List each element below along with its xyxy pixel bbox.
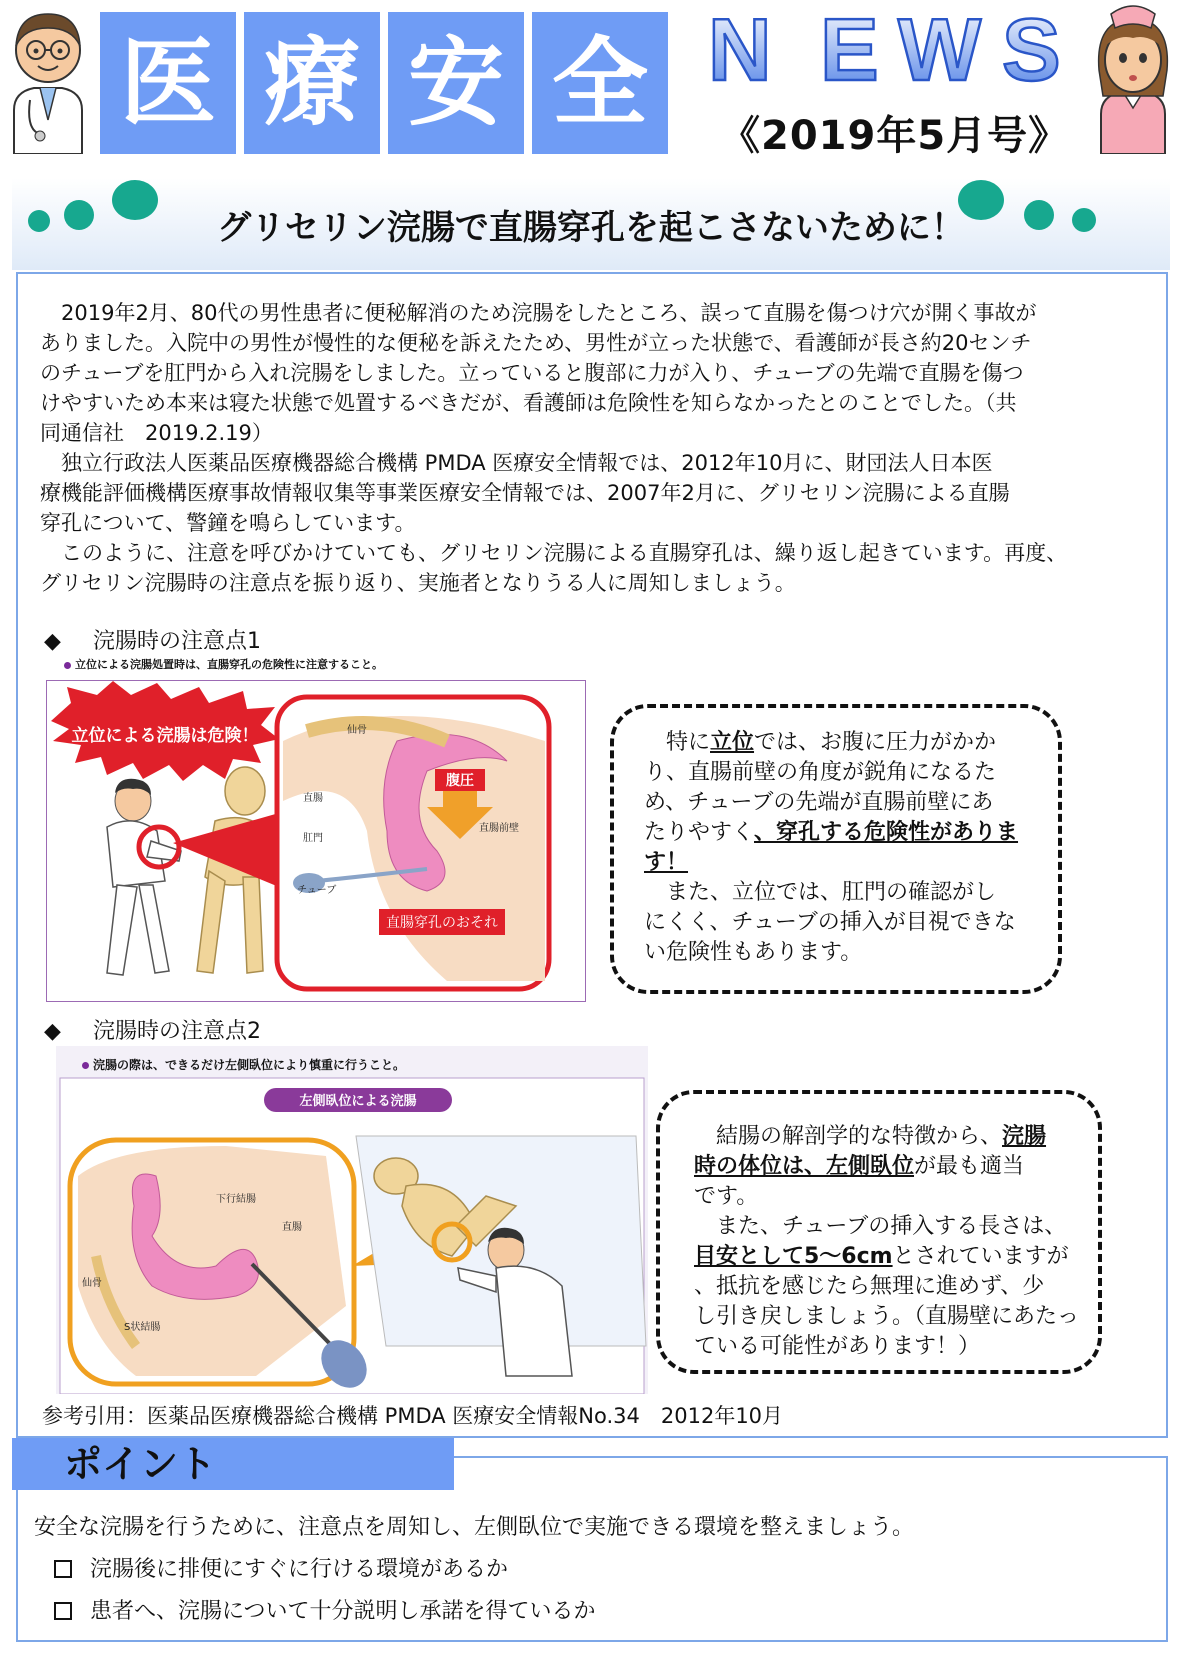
burst-label: 立位による浣腸は危険！ (71, 726, 259, 746)
checkbox-icon (54, 1560, 72, 1578)
intro-paragraph-1 (40, 298, 1140, 448)
section1-note-text: 立位による浣腸処置時は、直腸穿孔の危険性に注意すること。 (75, 658, 383, 671)
point-label: ポイント (12, 1438, 454, 1490)
callout-line (644, 818, 1040, 848)
callout-line (694, 1242, 1080, 1272)
reference-citation: 参考引用：医薬品医療機器総合機構 PMDA 医療安全情報No.34 2012年10月 (42, 1404, 784, 1428)
pressure-label: 腹圧 (446, 773, 474, 789)
callout-line: い危険性もあります。 (644, 940, 863, 965)
intro-line: ありました。入院中の男性が慢性的な便秘を訴えたため、男性が立った状態で、看護師が長さ約20センチ (40, 331, 1032, 355)
label-front-wall: 直腸前壁 (479, 823, 519, 834)
intro-line: 同通信社 2019.2.19） (40, 421, 273, 445)
checklist-text: 患者へ、浣腸について十分説明し承諾を得ているか (90, 1599, 596, 1624)
point-summary: 安全な浣腸を行うために、注意点を周知し、左側臥位で実施できる環境を整えましょう。 (34, 1515, 915, 1540)
intro-line: けやすいため本来は寝た状態で処置するべきだが、看護師は危険性を知らなかったとのことでした。（共 (40, 391, 1017, 415)
label-descending: 下行結腸 (216, 1194, 256, 1205)
callout-standing (610, 704, 1062, 994)
standing-enema-illustration (47, 681, 586, 1002)
news-wordmark (702, 0, 1082, 92)
diamond-icon: ◆ (44, 629, 61, 654)
callout-left-lateral (656, 1090, 1102, 1374)
intro-line: 独立行政法人医薬品医療機器総合機構 PMDA 医療安全情報では、2012年10月に、財団法人日本医 (40, 451, 993, 475)
header-kanji-1: 医 (100, 12, 236, 154)
issue-date: 《2019年5月号》 (720, 113, 1070, 159)
label-sacrum: 仙骨 (347, 725, 367, 736)
header-kanji-4: 全 (532, 12, 668, 154)
checklist-item (54, 1594, 596, 1625)
callout-line: また、立位では、肛門の確認がし (644, 880, 997, 905)
callout-text: たりやすく (644, 820, 755, 845)
intro-line: 2019年2月、80代の男性患者に便秘解消のため浣腸をしたところ、誤って直腸を傷つけ穴が開く事故が (40, 301, 1037, 325)
intro-line: 療機能評価機構医療事故情報収集等事業医療安全情報では、2007年2月に、グリセリン浣腸による直腸 (40, 481, 1010, 505)
callout-emphasis: 、穿孔する危険性がありま (754, 820, 1019, 845)
nurse-figure (107, 779, 181, 975)
callout-line: にくく、チューブの挿入が目視できな (644, 910, 1016, 935)
intro-line: グリセリン浣腸時の注意点を振り返り、実施者となりうる人に周知しましょう。 (40, 571, 796, 595)
callout-line: です。 (694, 1184, 759, 1209)
callout-line (694, 1152, 1080, 1182)
callout-emphasis: 時の体位は、左側臥位 (694, 1154, 915, 1179)
news-letter-n: N (708, 0, 772, 92)
label-tube: チューブ (297, 885, 337, 896)
callout-line: め、チューブの先端が直腸前壁にあ (644, 790, 994, 815)
callout-text: 特に (644, 730, 711, 755)
left-lateral-illustration (56, 1046, 648, 1394)
callout-line: また、チューブの挿入する長さは、 (694, 1214, 1067, 1239)
callout-line: 、抵抗を感じたら無理に進めず、少 (694, 1274, 1045, 1299)
news-letter-s: S (1002, 0, 1061, 92)
callout-line (644, 728, 1040, 758)
label-rectum: 直腸 (303, 793, 323, 804)
checklist-item (54, 1552, 508, 1583)
news-letter-w: W (898, 0, 982, 92)
left-lateral-figure (56, 1046, 648, 1394)
callout-emphasis: 立位 (710, 730, 755, 755)
label-sigmoid: S状結腸 (124, 1322, 161, 1333)
header-kanji-3: 安 (388, 12, 524, 154)
section1-heading-text: 浣腸時の注意点1 (93, 629, 261, 654)
label-sacrum: 仙骨 (82, 1278, 102, 1289)
section2-heading (44, 1014, 261, 1045)
doctor-illustration (0, 0, 96, 154)
callout-line: し引き戻しましょう。（直腸壁にあたっ (694, 1304, 1080, 1329)
header-kanji-2: 療 (244, 12, 380, 154)
page-title: グリセリン浣腸で直腸穿孔を起こさないために！ (217, 208, 965, 248)
intro-paragraph-2 (40, 448, 1140, 538)
intro-paragraph-3 (40, 538, 1140, 598)
callout-line: す！ (644, 850, 689, 875)
section1-heading (44, 624, 261, 655)
standing-enema-figure (46, 680, 586, 1002)
section1-note (64, 656, 383, 672)
risk-label: 直腸穿孔のおそれ (386, 915, 498, 931)
intro-line: このように、注意を呼びかけていても、グリセリン浣腸による直腸穿孔は、繰り返し起きています。再度、 (40, 541, 1068, 565)
checklist-text: 浣腸後に排便にすぐに行ける環境があるか (90, 1557, 509, 1582)
callout-text: では、お腹に圧力がかか (754, 730, 997, 755)
callout-line (694, 1122, 1080, 1152)
section2-note-text: 浣腸の際は、できるだけ左側臥位により慎重に行うこと。 (93, 1058, 406, 1072)
news-letter-e: E (820, 0, 879, 92)
intro-line: のチューブを肛門から入れ浣腸をしました。立っていると腹部に力が入り、チューブの先端で直腸を傷つ (40, 361, 1024, 385)
diamond-icon: ◆ (44, 1019, 61, 1044)
callout-line: ている可能性があります！） (694, 1334, 981, 1359)
callout-line: り、直腸前壁の角度が鋭角になるた (644, 760, 997, 785)
section2-heading-text: 浣腸時の注意点2 (93, 1019, 261, 1044)
bullet-icon (64, 662, 71, 669)
banner-label: 左側臥位による浣腸 (299, 1094, 417, 1109)
callout-text: が最も適当 (914, 1154, 1025, 1179)
label-anus: 肛門 (303, 833, 323, 844)
intro-line: 穿孔について、警鐘を鳴らしています。 (40, 511, 416, 535)
label-rectum: 直腸 (282, 1222, 302, 1233)
checkbox-icon (54, 1602, 72, 1620)
callout-emphasis: 浣腸 (1002, 1124, 1047, 1149)
callout-emphasis: 目安として5〜6cm (694, 1244, 893, 1269)
nurse-illustration (1085, 0, 1181, 154)
callout-text: とされていますが (892, 1244, 1069, 1269)
title-band (12, 178, 1170, 270)
callout-text: 結腸の解剖学的な特徴から、 (694, 1124, 1003, 1149)
